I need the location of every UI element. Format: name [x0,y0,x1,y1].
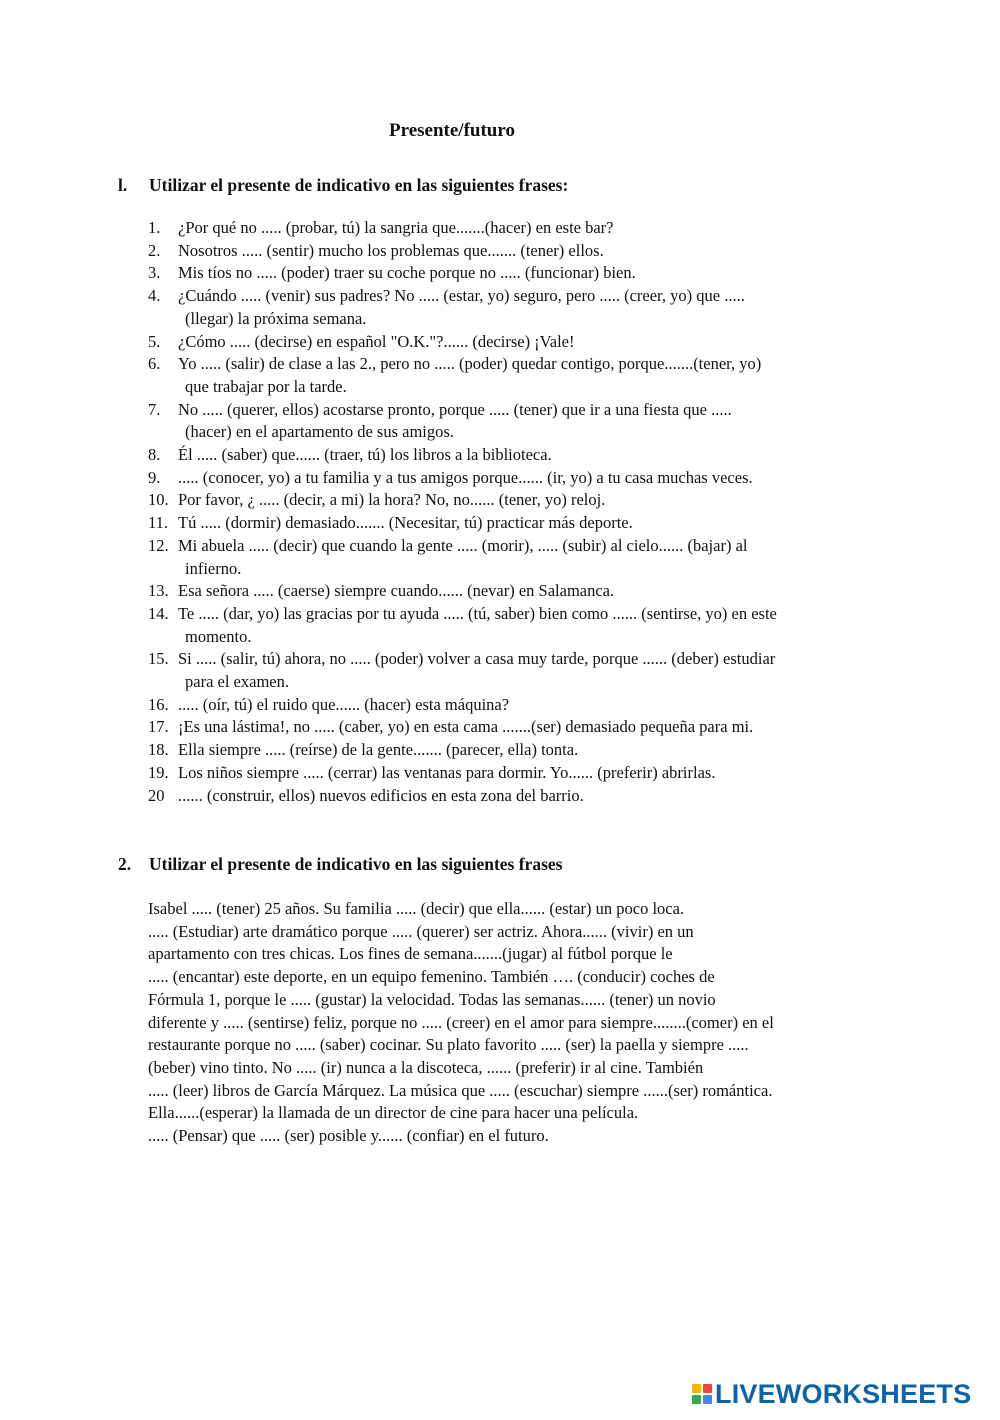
item-text: Esa señora ..... (caerse) siempre cuando...... (nevar) en Salamanca. [178,581,615,601]
item-number: 9. [148,467,161,487]
item-number: 5. [148,331,161,351]
logo-text: LIVEWORKSHEETS [715,1379,972,1409]
item-text-continuation: que trabajar por la tarde. [185,376,347,396]
item-number: 8. [148,445,161,465]
list-item [148,217,888,240]
item-number: 12. [148,535,169,555]
item-text: Los niños siempre ..... (cerrar) las ventanas para dormir. Yo...... (preferir) abrirlas. [178,762,716,782]
list-item [148,285,888,330]
item-number: 4. [148,286,161,306]
paragraph-line: diferente y ..... (sentirse) feliz, porque no ..... (creer) en el amor para siempre........(comer) en el [148,1012,774,1032]
logo-square-2 [703,1384,712,1393]
list-item [148,331,888,354]
list-item [148,535,888,580]
logo-square-4 [703,1395,712,1404]
item-text: Él ..... (saber) que...... (traer, tú) los libros a la biblioteca. [178,445,552,465]
list-item [148,580,888,603]
section-2-heading-text: Utilizar el presente de indicativo en las siguientes frases [149,854,563,874]
list-item [148,716,888,739]
item-number: 1. [148,218,161,237]
exercise-list [148,217,888,807]
item-text: Te ..... (dar, yo) las gracias por tu ayuda ..... (tú, saber) bien como ...... (sentirse, yo) en este [178,603,777,623]
item-number: 11. [148,513,169,533]
list-item [148,512,888,535]
item-text-continuation: para el examen. [185,672,289,692]
item-text: Yo ..... (salir) de clase a las 2., pero no ..... (poder) quedar contigo, porque.......(tener, yo) [178,354,762,374]
paragraph-line: ..... (leer) libros de García Márquez. La música que ..... (escuchar) siempre ......(ser) romántica. [148,1080,773,1100]
exercise-paragraph [148,898,888,1148]
item-text: ¡Es una lástima!, no ..... (caber, yo) en esta cama .......(ser) demasiado pequeña para mi. [178,717,754,737]
paragraph-line: Fórmula 1, porque le ..... (gustar) la velocidad. Todas las semanas...... (tener) un novio [148,989,716,1009]
logo-square-3 [692,1395,701,1404]
page-title: Presente/futuro [389,120,515,141]
section-1-number: l. [118,175,128,195]
list-item [148,648,888,693]
item-text: No ..... (querer, ellos) acostarse pronto, porque ..... (tener) que ir a una fiesta que ..... [178,399,732,419]
section-2-number: 2. [118,854,132,874]
item-text: Si ..... (salir, tú) ahora, no ..... (poder) volver a casa muy tarde, porque ...... (deber) estudiar [178,649,776,669]
paragraph-line: ..... (Estudiar) arte dramático porque ..... (querer) ser actriz. Ahora...... (vivir) en un [148,921,694,941]
item-text: ¿Cómo ..... (decirse) en español "O.K."?...... (decirse) ¡Vale! [178,331,575,351]
paragraph-line: restaurante porque no ..... (saber) cocinar. Su plato favorito ..... (ser) la paella y siempre ..... [148,1035,749,1055]
item-text: Nosotros ..... (sentir) mucho los problemas que....... (tener) ellos. [178,240,604,260]
item-number: 20 [148,785,165,805]
item-number: 10. [148,490,169,510]
paragraph-line: Ella......(esperar) la llamada de un director de cine para hacer una película. [148,1103,639,1123]
item-text: ..... (oír, tú) el ruido que...... (hacer) esta máquina? [178,694,510,714]
item-text: ¿Cuándo ..... (venir) sus padres? No ..... (estar, yo) seguro, pero ..... (creer, yo) que ..... [178,286,745,306]
item-number: 3. [148,263,161,283]
item-text: Por favor, ¿ ..... (decir, a mi) la hora? No, no...... (tener, yo) reloj. [178,490,606,510]
item-number: 18. [148,740,169,760]
list-item [148,399,888,444]
list-item [148,694,888,717]
list-item [148,785,888,808]
item-text: ..... (conocer, yo) a tu familia y a tus amigos porque...... (ir, yo) a tu casa muchas veces. [178,467,753,487]
item-number: 19. [148,762,169,782]
item-text: Mi abuela ..... (decir) que cuando la gente ..... (morir), ..... (subir) al cielo...... (bajar) al [178,535,748,555]
item-text: Ella siempre ..... (reírse) de la gente....... (parecer, ella) tonta. [178,740,579,760]
list-item [148,444,888,467]
item-number: 6. [148,354,161,374]
list-item [148,603,888,648]
item-text: ...... (construir, ellos) nuevos edificios en esta zona del barrio. [178,785,584,805]
section-2-heading [118,852,918,876]
item-number: 14. [148,603,169,623]
list-item [148,489,888,512]
item-number: 13. [148,581,169,601]
item-text-continuation: (llegar) la próxima semana. [185,308,367,328]
item-number: 7. [148,399,161,419]
item-text-continuation: infierno. [185,558,242,578]
logo-square-1 [692,1384,701,1393]
item-text-continuation: momento. [185,626,252,646]
list-item [148,240,888,263]
item-number: 17. [148,717,169,737]
item-number: 15. [148,649,169,669]
item-text: ¿Por qué no ..... (probar, tú) la sangria que.......(hacer) en este bar? [178,218,614,237]
section-1-heading [118,173,918,197]
item-text-continuation: (hacer) en el apartamento de sus amigos. [185,422,454,442]
paragraph-line: (beber) vino tinto. No ..... (ir) nunca a la discoteca, ...... (preferir) ir al cine. También [148,1057,704,1077]
item-text: Mis tíos no ..... (poder) traer su coche porque no ..... (funcionar) bien. [178,263,636,283]
paragraph-line: ..... (encantar) este deporte, en un equipo femenino. También …. (conducir) coches de [148,967,715,987]
paragraph-line: Isabel ..... (tener) 25 años. Su familia ..... (decir) que ella...... (estar) un poco loca. [148,899,685,918]
item-number: 2. [148,240,161,260]
list-item [148,262,888,285]
paragraph-line: ..... (Pensar) que ..... (ser) posible y...... (confiar) en el futuro. [148,1126,549,1146]
item-number: 16. [148,694,169,714]
logo-mark-icon [692,1384,712,1404]
list-item [148,467,888,490]
list-item [148,762,888,785]
section-1-heading-text: Utilizar el presente de indicativo en las siguientes frases: [149,175,569,195]
liveworksheets-logo [692,1380,971,1420]
list-item [148,353,888,398]
paragraph-line: apartamento con tres chicas. Los fines de semana.......(jugar) al fútbol porque le [148,944,673,964]
item-text: Tú ..... (dormir) demasiado....... (Necesitar, tú) practicar más deporte. [178,513,633,533]
list-item [148,739,888,762]
